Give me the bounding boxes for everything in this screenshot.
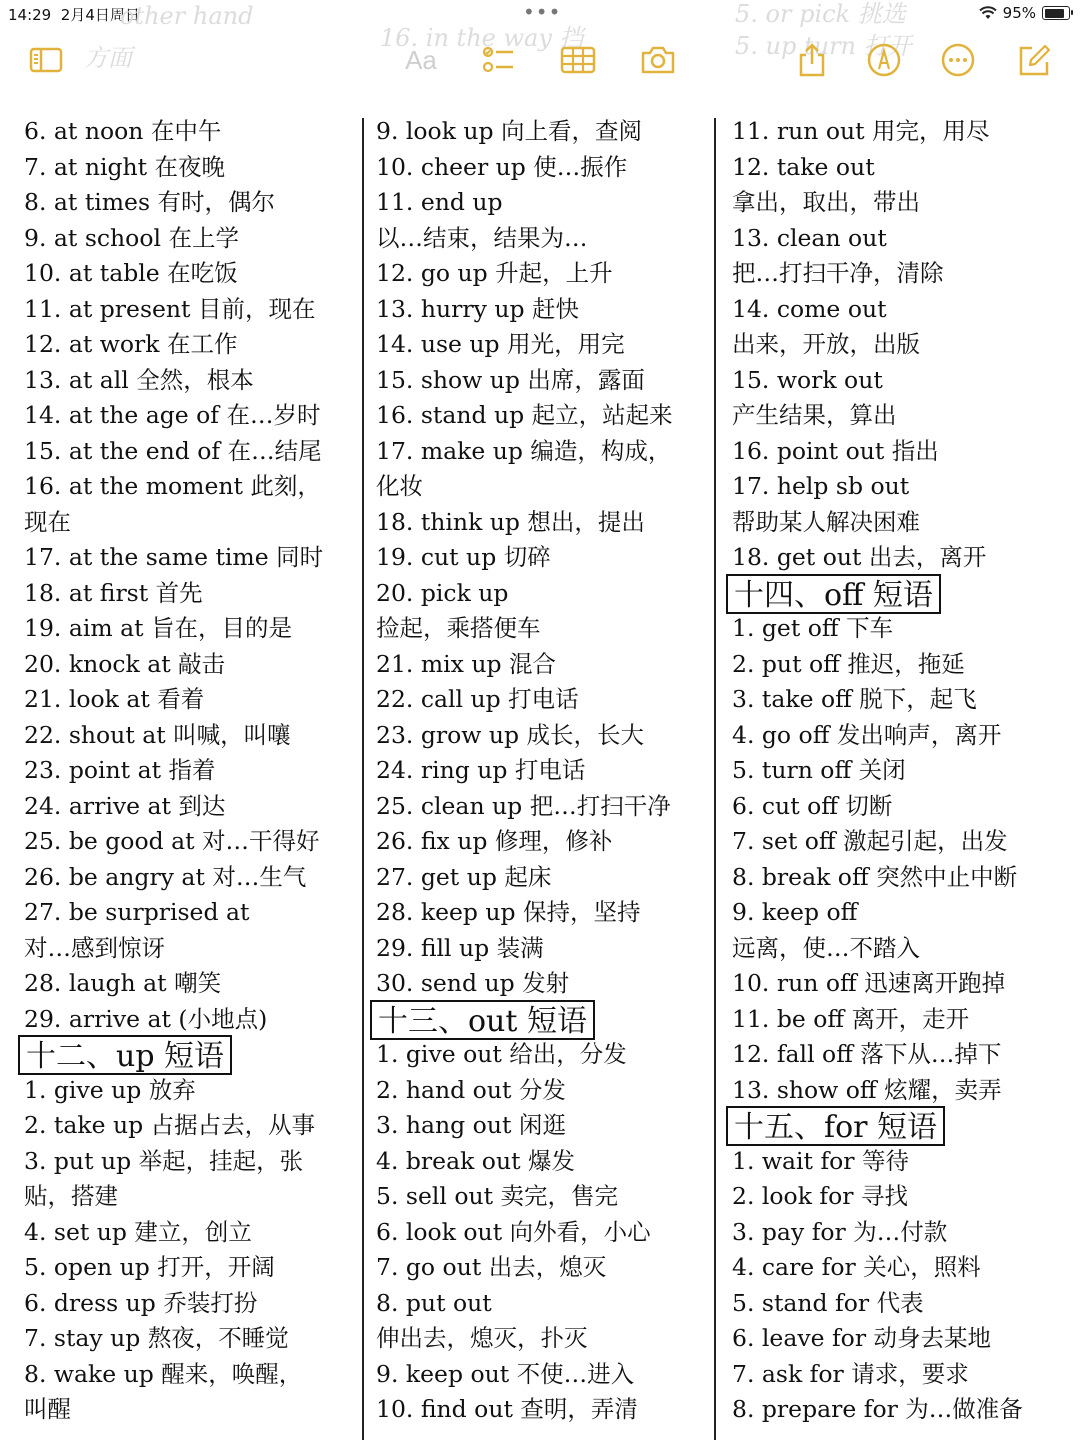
note-column-3[interactable] bbox=[732, 114, 1067, 1428]
note-line: 5. open up 打开，开阔 bbox=[24, 1253, 275, 1281]
note-line: 捡起，乘搭便车 bbox=[376, 614, 541, 642]
note-line: 4. break out 爆发 bbox=[376, 1146, 575, 1175]
status-bar bbox=[0, 0, 1080, 28]
note-line: 10. cheer up 使…振作 bbox=[376, 152, 628, 181]
section-heading-row bbox=[732, 576, 1067, 612]
note-line: 7. ask for 请求，要求 bbox=[732, 1359, 969, 1388]
note-line: 19. aim at 旨在，目的是 bbox=[24, 614, 293, 642]
note-line: 2. take up 占据占去，从事 bbox=[24, 1111, 316, 1139]
note-line: 23. point at 指着 bbox=[24, 756, 216, 784]
note-line: 10. at table 在吃饭 bbox=[24, 259, 238, 287]
note-column-2[interactable] bbox=[376, 114, 708, 1428]
note-line: 18. get out 出去，离开 bbox=[732, 543, 987, 571]
checklist-icon bbox=[480, 42, 516, 78]
status-time bbox=[8, 4, 140, 25]
column-divider bbox=[714, 118, 716, 1440]
note-line: 26. be angry at 对…生气 bbox=[24, 862, 307, 891]
note-line: 17. at the same time 同时 bbox=[24, 543, 324, 571]
note-line: 8. prepare for 为…做准备 bbox=[732, 1395, 1023, 1423]
compose-button[interactable] bbox=[1014, 40, 1054, 80]
section-heading-row bbox=[732, 1108, 1067, 1144]
note-line: 24. ring up 打电话 bbox=[376, 756, 586, 784]
note-line: 9. keep out 不使…进入 bbox=[376, 1359, 635, 1388]
note-line: 7. stay up 熬夜，不睡觉 bbox=[24, 1324, 289, 1352]
note-line: 9. keep off bbox=[732, 898, 858, 926]
column-divider bbox=[362, 118, 364, 1440]
ghost-text-right2: 5. up turn 打开 bbox=[735, 32, 912, 60]
note-line: 29. arrive at (小地点) bbox=[24, 1004, 268, 1033]
note-line: 30. send up 发射 bbox=[376, 969, 570, 997]
note-line: 14. use up 用光，用完 bbox=[376, 330, 625, 358]
markup-button[interactable] bbox=[864, 40, 904, 80]
note-line: 9. look up 向上看，查阅 bbox=[376, 117, 643, 145]
note-line: 现在 bbox=[24, 507, 71, 536]
ghost-text-middle: 16. in the way 挡 bbox=[380, 24, 584, 52]
camera-button[interactable] bbox=[638, 40, 678, 80]
note-line: 13. hurry up 赶快 bbox=[376, 294, 579, 323]
note-line: 25. clean up 把…打扫干净 bbox=[376, 791, 671, 820]
note-line: 6. at noon 在中午 bbox=[24, 117, 222, 145]
section-heading: 十五、for 短语 bbox=[726, 1106, 945, 1146]
note-line: 16. point out 指出 bbox=[732, 436, 939, 465]
note-line: 4. set up 建立，创立 bbox=[24, 1217, 252, 1246]
wifi-icon bbox=[979, 6, 997, 20]
ghost-text-left2: 方面 bbox=[84, 44, 132, 72]
note-line: 5. sell out 卖完，售完 bbox=[376, 1182, 619, 1210]
note-line: 3. pay for 为…付款 bbox=[732, 1217, 948, 1246]
note-line: 16. at the moment 此刻， bbox=[24, 472, 321, 500]
note-line: 19. cut up 切碎 bbox=[376, 543, 551, 571]
note-line: 伸出去，熄灭，扑灭 bbox=[376, 1324, 588, 1352]
note-line: 22. call up 打电话 bbox=[376, 685, 579, 713]
share-icon bbox=[794, 42, 830, 78]
note-line: 13. show off 炫耀，卖弄 bbox=[732, 1075, 1002, 1104]
note-line: 15. work out bbox=[732, 365, 883, 394]
note-line: 15. show up 出席，露面 bbox=[376, 365, 645, 394]
note-line: 以…结束，结果为… bbox=[376, 223, 588, 252]
note-line: 28. keep up 保持，坚持 bbox=[376, 898, 641, 926]
note-line: 1. get off 下车 bbox=[732, 614, 894, 642]
share-button[interactable] bbox=[792, 40, 832, 80]
note-line: 17. help sb out bbox=[732, 472, 910, 500]
section-heading: 十二、up 短语 bbox=[18, 1035, 232, 1075]
note-line: 10. find out 查明，弄清 bbox=[376, 1395, 638, 1423]
note-line: 12. take out bbox=[732, 152, 875, 181]
note-line: 21. mix up 混合 bbox=[376, 649, 557, 678]
table-icon bbox=[560, 42, 596, 78]
note-line: 把…打扫干净，清除 bbox=[732, 259, 944, 287]
note-line: 8. wake up 醒来，唤醒， bbox=[24, 1359, 303, 1388]
note-line: 8. put out bbox=[376, 1288, 492, 1317]
note-line: 14. come out bbox=[732, 294, 887, 323]
note-line: 贴，搭建 bbox=[24, 1182, 118, 1210]
ghost-text-right: 5. or pick 挑选 bbox=[735, 0, 906, 28]
note-line: 化妆 bbox=[376, 472, 423, 500]
note-line: 6. dress up 乔装打扮 bbox=[24, 1288, 258, 1317]
note-line: 23. grow up 成长，长大 bbox=[376, 720, 645, 749]
text-format-icon: Aa bbox=[405, 44, 437, 75]
note-line: 27. get up 起床 bbox=[376, 862, 552, 891]
note-line: 12. go up 升起，上升 bbox=[376, 259, 613, 287]
note-line: 1. give up 放弃 bbox=[24, 1075, 196, 1104]
note-line: 8. at times 有时，偶尔 bbox=[24, 188, 275, 216]
note-line: 16. stand up 起立，站起来 bbox=[376, 401, 673, 429]
note-line: 15. at the end of 在…结尾 bbox=[24, 436, 322, 465]
note-line: 5. stand for 代表 bbox=[732, 1288, 924, 1317]
note-line: 5. turn off 关闭 bbox=[732, 756, 906, 784]
note-line: 叫醒 bbox=[24, 1395, 71, 1423]
note-line: 远离，使…不踏入 bbox=[732, 933, 920, 962]
section-heading-row bbox=[376, 1002, 708, 1038]
markup-icon bbox=[866, 42, 902, 78]
note-line: 对…感到惊讶 bbox=[24, 933, 165, 962]
note-line: 29. fill up 装满 bbox=[376, 933, 544, 962]
clock-time: 14:29 bbox=[8, 6, 52, 24]
checklist-button[interactable] bbox=[478, 40, 518, 80]
camera-icon bbox=[640, 42, 676, 78]
multitasking-dots-icon[interactable]: ••• bbox=[523, 0, 562, 24]
table-button[interactable] bbox=[558, 40, 598, 80]
note-line: 14. at the age of 在…岁时 bbox=[24, 401, 321, 429]
note-line: 13. at all 全然，根本 bbox=[24, 365, 254, 394]
note-line: 22. shout at 叫喊，叫嚷 bbox=[24, 720, 291, 749]
battery-fill bbox=[1045, 9, 1064, 18]
notes-toolbar bbox=[0, 40, 1080, 84]
note-line: 17. make up 编造，构成， bbox=[376, 436, 672, 465]
sidebar-button[interactable] bbox=[26, 40, 66, 80]
status-date: 2月4日周日 bbox=[60, 6, 140, 24]
note-line: 8. break off 突然中止中断 bbox=[732, 862, 1018, 891]
text-format-button[interactable] bbox=[396, 40, 446, 80]
note-line: 18. at first 首先 bbox=[24, 578, 203, 607]
note-line: 拿出，取出，带出 bbox=[732, 188, 920, 216]
note-line: 4. care for 关心，照料 bbox=[732, 1253, 981, 1281]
note-line: 7. set off 激起引起，出发 bbox=[732, 827, 1008, 855]
note-line: 2. hand out 分发 bbox=[376, 1075, 566, 1104]
note-column-1[interactable] bbox=[24, 114, 354, 1428]
note-line: 28. laugh at 嘲笑 bbox=[24, 969, 222, 997]
note-line: 11. be off 离开，走开 bbox=[732, 1004, 970, 1033]
note-line: 帮助某人解决困难 bbox=[732, 507, 920, 536]
note-line: 4. go off 发出响声，离开 bbox=[732, 720, 1002, 749]
note-line: 27. be surprised at bbox=[24, 898, 250, 926]
note-line: 产生结果，算出 bbox=[732, 401, 897, 429]
sidebar-icon bbox=[28, 42, 64, 78]
note-line: 11. end up bbox=[376, 188, 503, 216]
note-line: 12. at work 在工作 bbox=[24, 330, 238, 358]
note-line: 6. look out 向外看，小心 bbox=[376, 1217, 651, 1246]
more-button[interactable] bbox=[938, 40, 978, 80]
note-line: 10. run off 迅速离开跑掉 bbox=[732, 969, 1006, 997]
note-line: 1. give out 给出，分发 bbox=[376, 1040, 627, 1068]
note-line: 20. pick up bbox=[376, 578, 509, 607]
note-line: 3. take off 脱下，起飞 bbox=[732, 685, 977, 713]
note-line: 2. put off 推迟，拖延 bbox=[732, 649, 965, 678]
section-heading: 十四、off 短语 bbox=[726, 574, 941, 614]
battery-icon bbox=[1042, 6, 1070, 20]
note-line: 11. run out 用完，用尽 bbox=[732, 117, 990, 145]
note-line: 3. hang out 闲逛 bbox=[376, 1111, 566, 1139]
section-heading: 十三、out 短语 bbox=[370, 1000, 595, 1040]
note-line: 6. cut off 切断 bbox=[732, 791, 893, 820]
note-line: 9. at school 在上学 bbox=[24, 223, 239, 252]
note-line: 26. fix up 修理，修补 bbox=[376, 827, 613, 855]
more-icon bbox=[940, 42, 976, 78]
note-line: 1. wait for 等待 bbox=[732, 1146, 909, 1175]
note-line: 18. think up 想出，提出 bbox=[376, 507, 645, 536]
battery-percent: 95% bbox=[1002, 4, 1036, 22]
ghost-text-left: other hand bbox=[120, 2, 254, 30]
note-line: 出来，开放，出版 bbox=[732, 330, 920, 358]
note-line: 25. be good at 对…干得好 bbox=[24, 827, 320, 855]
note-line: 13. clean out bbox=[732, 223, 887, 252]
section-heading-row bbox=[24, 1037, 354, 1073]
note-line: 7. at night 在夜晚 bbox=[24, 152, 226, 181]
note-line: 20. knock at 敲击 bbox=[24, 649, 226, 678]
note-line: 21. look at 看着 bbox=[24, 685, 205, 713]
note-line: 2. look for 寻找 bbox=[732, 1182, 908, 1210]
note-line: 24. arrive at 到达 bbox=[24, 791, 226, 820]
note-line: 12. fall off 落下从…掉下 bbox=[732, 1040, 1002, 1068]
compose-icon bbox=[1016, 42, 1052, 78]
note-line: 6. leave for 动身去某地 bbox=[732, 1324, 992, 1352]
note-line: 7. go out 出去，熄灭 bbox=[376, 1253, 607, 1281]
note-line: 11. at present 目前，现在 bbox=[24, 294, 316, 323]
status-right bbox=[979, 4, 1070, 22]
note-line: 3. put up 举起，挂起，张 bbox=[24, 1146, 304, 1175]
